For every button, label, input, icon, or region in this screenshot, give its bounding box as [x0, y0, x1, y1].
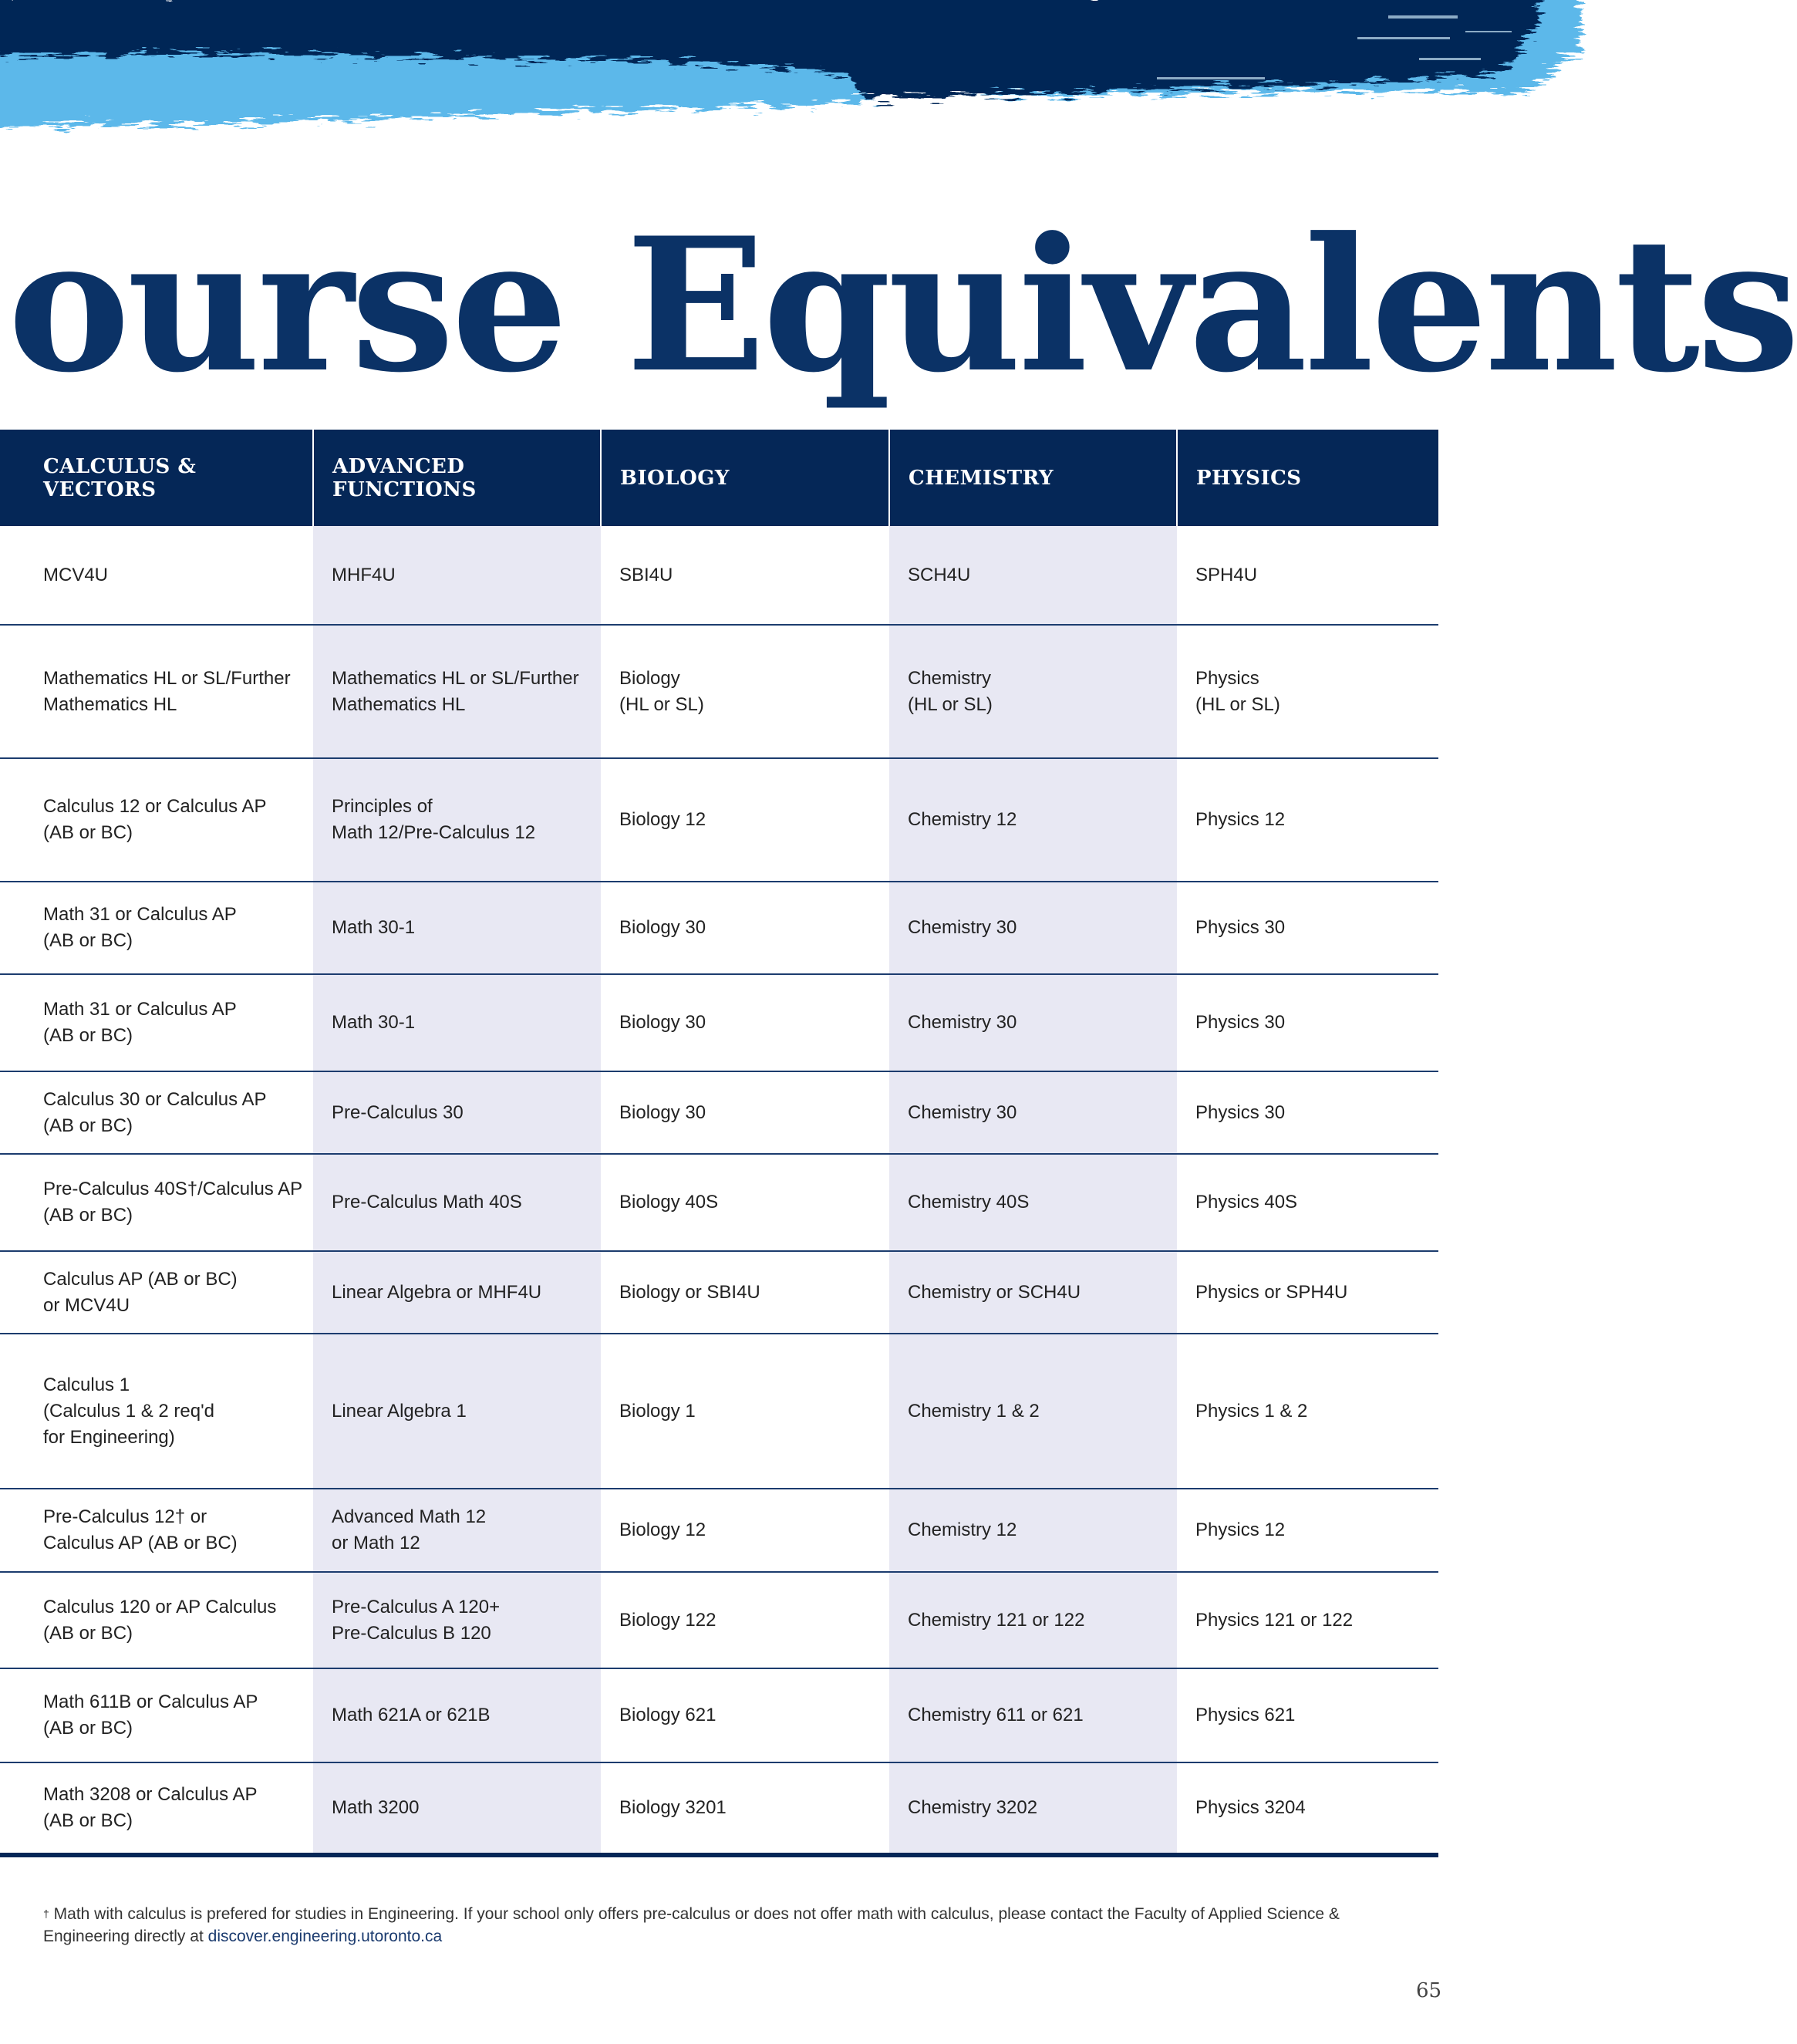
- table-row: [0, 758, 1438, 882]
- table-cell: Calculus AP (AB or BC) or MCV4U: [0, 1251, 313, 1334]
- table-cell: Physics 12: [1177, 1489, 1438, 1572]
- table-cell: Chemistry 40S: [889, 1154, 1177, 1251]
- table-cell: Chemistry 30: [889, 1071, 1177, 1154]
- table-cell: Biology 30: [601, 974, 889, 1071]
- table-cell: Biology 122: [601, 1572, 889, 1668]
- table-cell: Chemistry 30: [889, 882, 1177, 974]
- table-cell: Math 30-1: [313, 974, 601, 1071]
- table-cell: Mathematics HL or SL/Further Mathematics HL: [313, 625, 601, 758]
- table-cell: Chemistry 121 or 122: [889, 1572, 1177, 1668]
- table-cell: Calculus 30 or Calculus AP (AB or BC): [0, 1071, 313, 1154]
- table-row: [0, 526, 1438, 625]
- table-cell: Physics (HL or SL): [1177, 625, 1438, 758]
- table-row: [0, 882, 1438, 974]
- table-cell: Pre-Calculus Math 40S: [313, 1154, 601, 1251]
- table-cell: Math 621A or 621B: [313, 1668, 601, 1762]
- table-cell: Chemistry 12: [889, 1489, 1177, 1572]
- table-cell: Principles of Math 12/Pre-Calculus 12: [313, 758, 601, 882]
- table-cell: Chemistry 611 or 621: [889, 1668, 1177, 1762]
- table-cell: SCH4U: [889, 526, 1177, 625]
- table-cell: Linear Algebra 1: [313, 1334, 601, 1489]
- table-cell: Biology 30: [601, 882, 889, 974]
- table-row: [0, 974, 1438, 1071]
- table-cell: Math 611B or Calculus AP (AB or BC): [0, 1668, 313, 1762]
- header-physics: PHYSICS: [1177, 430, 1438, 526]
- table-cell: Chemistry (HL or SL): [889, 625, 1177, 758]
- table-row: [0, 1668, 1438, 1762]
- table-row: [0, 1071, 1438, 1154]
- table-cell: Calculus 120 or AP Calculus (AB or BC): [0, 1572, 313, 1668]
- table-cell: Pre-Calculus 30: [313, 1071, 601, 1154]
- table-cell: Math 3200: [313, 1762, 601, 1855]
- table-cell: Biology or SBI4U: [601, 1251, 889, 1334]
- table-cell: MCV4U: [0, 526, 313, 625]
- table-cell: SBI4U: [601, 526, 889, 625]
- page-title: ourse Equivalents: [8, 198, 1797, 413]
- table-cell: Math 30-1: [313, 882, 601, 974]
- footnote-text: Math with calculus is prefered for studies in Engineering. If your school only offers pre-calculus or does not offer math with calculus, please contact the Faculty of Applied Science & Engineering directly at: [43, 1905, 1340, 1945]
- page-number: 65: [1416, 1979, 1442, 2002]
- footnote-link[interactable]: discover.engineering.utoronto.ca: [207, 1928, 443, 1945]
- table-row: [0, 625, 1438, 758]
- table-cell: Chemistry or SCH4U: [889, 1251, 1177, 1334]
- header-biology: BIOLOGY: [601, 430, 889, 526]
- table-cell: Math 3208 or Calculus AP (AB or BC): [0, 1762, 313, 1855]
- table-cell: Chemistry 3202: [889, 1762, 1177, 1855]
- table-cell: Biology 12: [601, 758, 889, 882]
- table-row: [0, 1572, 1438, 1668]
- header-calculus-vectors: CALCULUS & VECTORS: [0, 430, 313, 526]
- table-cell: Advanced Math 12 or Math 12: [313, 1489, 601, 1572]
- brush-stroke-banner: [0, 0, 1580, 177]
- table-cell: Chemistry 1 & 2: [889, 1334, 1177, 1489]
- table-cell: Pre-Calculus 40S†/Calculus AP (AB or BC): [0, 1154, 313, 1251]
- table-header-row: [0, 430, 1438, 526]
- table-cell: Biology 3201: [601, 1762, 889, 1855]
- table-cell: Biology 621: [601, 1668, 889, 1762]
- table-cell: Calculus 1 (Calculus 1 & 2 req'd for Engineering): [0, 1334, 313, 1489]
- table-row: [0, 1251, 1438, 1334]
- header-chemistry: CHEMISTRY: [889, 430, 1177, 526]
- table-cell: Physics 121 or 122: [1177, 1572, 1438, 1668]
- table-row: [0, 1334, 1438, 1489]
- table-row: [0, 1489, 1438, 1572]
- table-row: [0, 1762, 1438, 1855]
- table-cell: Linear Algebra or MHF4U: [313, 1251, 601, 1334]
- table-cell: Physics 12: [1177, 758, 1438, 882]
- table-cell: Biology (HL or SL): [601, 625, 889, 758]
- table-cell: Math 31 or Calculus AP (AB or BC): [0, 974, 313, 1071]
- table-cell: Physics 30: [1177, 974, 1438, 1071]
- table-cell: Biology 1: [601, 1334, 889, 1489]
- footnote: [43, 1903, 1401, 1948]
- table-cell: Physics or SPH4U: [1177, 1251, 1438, 1334]
- table-cell: Biology 30: [601, 1071, 889, 1154]
- table-cell: Biology 12: [601, 1489, 889, 1572]
- footnote-mark: †: [43, 1907, 49, 1920]
- table-cell: Mathematics HL or SL/Further Mathematics HL: [0, 625, 313, 758]
- course-equivalents-table: [0, 430, 1438, 1857]
- table-cell: Physics 621: [1177, 1668, 1438, 1762]
- header-advanced-functions: ADVANCED FUNCTIONS: [313, 430, 601, 526]
- table-cell: Calculus 12 or Calculus AP (AB or BC): [0, 758, 313, 882]
- table-row: [0, 1154, 1438, 1251]
- table-cell: Physics 30: [1177, 882, 1438, 974]
- table-cell: MHF4U: [313, 526, 601, 625]
- table-cell: Biology 40S: [601, 1154, 889, 1251]
- table-cell: Physics 3204: [1177, 1762, 1438, 1855]
- table-cell: Physics 30: [1177, 1071, 1438, 1154]
- table-cell: Physics 1 & 2: [1177, 1334, 1438, 1489]
- table-cell: Chemistry 12: [889, 758, 1177, 882]
- table-cell: Math 31 or Calculus AP (AB or BC): [0, 882, 313, 974]
- table-cell: SPH4U: [1177, 526, 1438, 625]
- table-cell: Chemistry 30: [889, 974, 1177, 1071]
- table-cell: Pre-Calculus 12† or Calculus AP (AB or BC): [0, 1489, 313, 1572]
- table-cell: Pre-Calculus A 120+ Pre-Calculus B 120: [313, 1572, 601, 1668]
- table-cell: Physics 40S: [1177, 1154, 1438, 1251]
